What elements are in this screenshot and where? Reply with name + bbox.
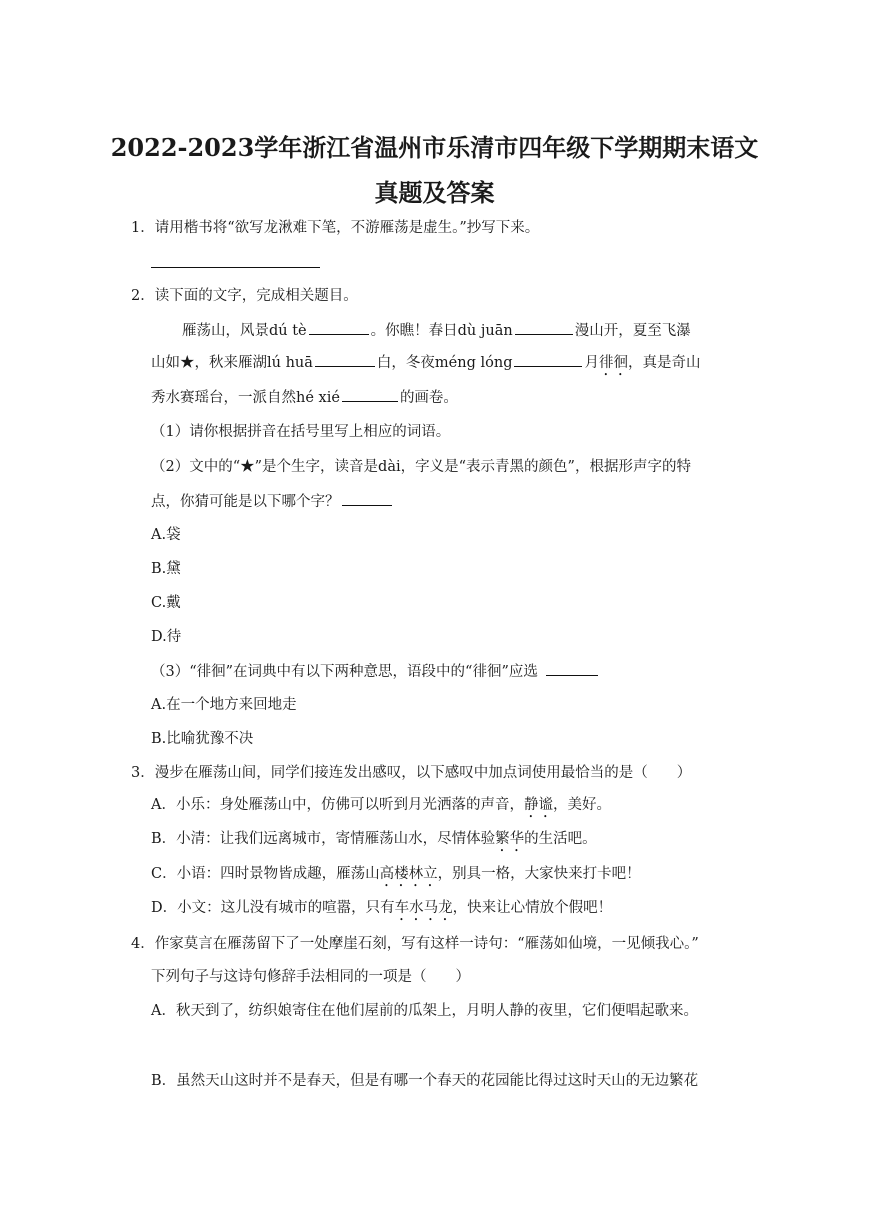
question-2-sub-3: [151, 661, 600, 682]
dotted-word: 静谧: [523, 797, 553, 813]
dotted-word: 车水马龙: [394, 900, 453, 916]
document-title-line2: 真题及答案: [374, 178, 495, 207]
passage-text: 白，冬夜méng lóng: [376, 355, 513, 371]
question-3-option-b[interactable]: [151, 829, 597, 855]
question-3-heading: 3．漫步在雁荡山间，同学们接连发出感叹，以下感叹中加点词使用最恰当的是（ ）: [131, 765, 692, 781]
option-c[interactable]: C.戴: [151, 595, 181, 611]
option-text: ，美好。: [552, 797, 611, 813]
question-2-passage-line-3: [151, 387, 458, 408]
question-2-passage-line-1: [182, 320, 691, 341]
option-b[interactable]: B.黛: [151, 561, 181, 577]
dotted-word: 繁华: [495, 831, 525, 847]
blank-dujuan[interactable]: [515, 320, 573, 335]
blank-hexie[interactable]: [342, 387, 398, 402]
question-3-option-d[interactable]: [151, 898, 612, 924]
passage-text: 。你瞧！春日dù juān: [370, 323, 513, 339]
passage-text: 山如★，秋来雁湖lú huā: [151, 355, 313, 371]
answer-line-q1: [151, 267, 320, 268]
dotted-word: 高楼林立: [379, 866, 438, 882]
passage-text: 雁荡山，风景dú tè: [182, 323, 307, 339]
option-a[interactable]: A.袋: [151, 527, 181, 543]
sub-3-text: （3）“徘徊”在词典中有以下两种意思，语段中的“徘徊”应选: [151, 664, 538, 680]
blank-luhua[interactable]: [315, 352, 375, 367]
passage-text: 秀水赛瑶台，一派自然hé xié: [151, 390, 340, 406]
question-2-passage-line-2: [151, 352, 700, 379]
passage-text: 的画卷。: [399, 390, 458, 406]
question-4-option-b[interactable]: B．虽然天山这时并不是春天，但是有哪一个春天的花园能比得过这时天山的无边繁花: [151, 1073, 699, 1089]
question-4-heading-line-2: 下列句子与这诗句修辞手法相同的一项是（ ）: [151, 969, 470, 985]
question-3-option-c[interactable]: [151, 864, 641, 890]
question-2-sub-2-line-1: （2）文中的“★”是个生字，读音是dài，字义是“表示青黑的颜色”，根据形声字的特: [151, 459, 691, 475]
option-text: ，别具一格，大家快来打卡吧！: [437, 866, 641, 882]
question-1: 1．请用楷书将“欲写龙湫难下笔，不游雁荡是虚生。”抄写下来。: [131, 220, 540, 236]
meaning-option-b[interactable]: B.比喻犹豫不决: [151, 731, 254, 747]
passage-text: ，真是奇山: [627, 355, 701, 371]
sub-2-text: 点，你猜可能是以下哪个字？: [151, 494, 340, 510]
option-text: 的生活吧。: [524, 831, 597, 847]
question-2-sub-2-line-2: [151, 491, 394, 512]
option-text: A．小乐：身处雁荡山中，仿佛可以听到月光洒落的声音，: [151, 797, 524, 813]
question-2-heading: 2．读下面的文字，完成相关题目。: [131, 288, 358, 304]
option-text: ，快来让心情放个假吧！: [452, 900, 613, 916]
question-4-option-a[interactable]: A．秋天到了，纺织娘寄住在他们屋前的瓜架上，月明人静的夜里，它们便唱起歌来。: [151, 1003, 698, 1019]
blank-sub-3-answer[interactable]: [546, 661, 598, 676]
option-text: D．小文：这儿没有城市的喧嚣，只有: [151, 900, 395, 916]
meaning-option-a[interactable]: A.在一个地方来回地走: [151, 697, 297, 713]
blank-sub-2-answer[interactable]: [342, 491, 392, 506]
question-3-option-a[interactable]: [151, 795, 611, 821]
document-title-line1: 2022-2023学年浙江省温州市乐清市四年级下学期期末语文: [110, 133, 759, 162]
blank-dute[interactable]: [309, 320, 369, 335]
question-4-heading-line-1: 4．作家莫言在雁荡留下了一处摩崖石刻，写有这样一诗句：“雁荡如仙境，一见倾我心。”: [131, 936, 699, 952]
dotted-word-paihuai: 徘徊: [598, 355, 628, 371]
question-2-sub-1: （1）请你根据拼音在括号里写上相应的词语。: [151, 424, 451, 440]
passage-text: 漫山开，夏至飞瀑: [574, 323, 691, 339]
blank-menglong[interactable]: [514, 352, 582, 367]
option-d[interactable]: D.待: [151, 629, 182, 645]
option-text: C．小语：四时景物皆成趣，雁荡山: [151, 866, 380, 882]
passage-text: 月: [584, 355, 599, 371]
option-text: B．小清：让我们远离城市，寄情雁荡山水，尽情体验: [151, 831, 496, 847]
